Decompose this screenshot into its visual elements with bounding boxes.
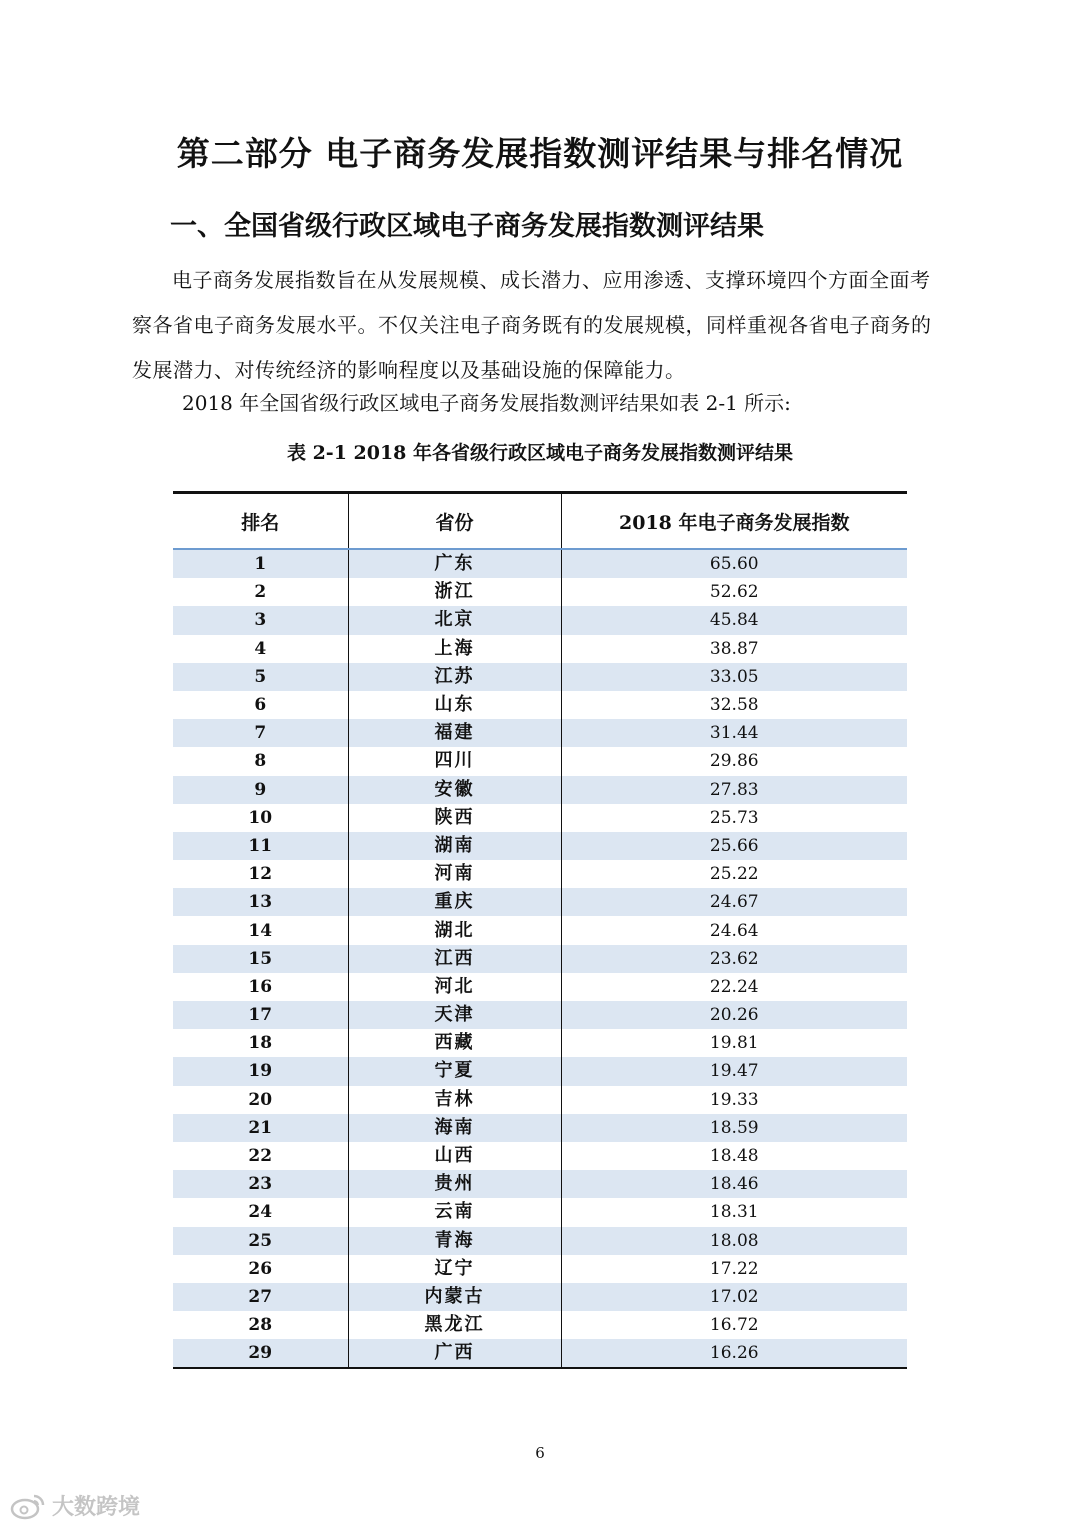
header-index: 2018 年电子商务发展指数 xyxy=(561,493,907,550)
table-row xyxy=(173,719,907,747)
index-value-cell: 31.44 xyxy=(561,719,907,747)
section-title: 一、全国省级行政区域电子商务发展指数测评结果 xyxy=(170,211,764,242)
province-cell: 江苏 xyxy=(348,663,561,691)
table-row xyxy=(173,832,907,860)
province-cell: 广西 xyxy=(348,1339,561,1368)
table-row xyxy=(173,1227,907,1255)
rank-cell: 6 xyxy=(173,691,348,719)
province-cell: 河南 xyxy=(348,860,561,888)
index-value-cell: 45.84 xyxy=(561,606,907,634)
index-value-cell: 17.22 xyxy=(561,1255,907,1283)
table-row xyxy=(173,1001,907,1029)
index-value-cell: 18.31 xyxy=(561,1198,907,1226)
index-value-cell: 20.26 xyxy=(561,1001,907,1029)
rank-cell: 1 xyxy=(173,549,348,578)
table-row xyxy=(173,635,907,663)
rank-cell: 22 xyxy=(173,1142,348,1170)
watermark xyxy=(10,1490,140,1521)
index-value-cell: 32.58 xyxy=(561,691,907,719)
rank-cell: 5 xyxy=(173,663,348,691)
province-cell: 浙江 xyxy=(348,578,561,606)
table-intro-paragraph: 2018 年全国省级行政区域电子商务发展指数测评结果如表 2-1 所示: xyxy=(182,391,791,415)
index-value-cell: 19.47 xyxy=(561,1057,907,1085)
table-row xyxy=(173,973,907,1001)
header-rank: 排名 xyxy=(173,493,348,550)
index-value-cell: 24.67 xyxy=(561,888,907,916)
province-cell: 安徽 xyxy=(348,776,561,804)
table-row xyxy=(173,804,907,832)
rank-cell: 17 xyxy=(173,1001,348,1029)
index-value-cell: 18.48 xyxy=(561,1142,907,1170)
index-value-cell: 18.08 xyxy=(561,1227,907,1255)
index-value-cell: 25.66 xyxy=(561,832,907,860)
index-value-cell: 17.02 xyxy=(561,1283,907,1311)
index-value-cell: 33.05 xyxy=(561,663,907,691)
index-value-cell: 22.24 xyxy=(561,973,907,1001)
rank-cell: 3 xyxy=(173,606,348,634)
province-cell: 吉林 xyxy=(348,1086,561,1114)
province-cell: 上海 xyxy=(348,635,561,663)
province-cell: 湖北 xyxy=(348,916,561,944)
table-row xyxy=(173,1170,907,1198)
table-row xyxy=(173,1311,907,1339)
index-value-cell: 16.72 xyxy=(561,1311,907,1339)
table-row xyxy=(173,916,907,944)
province-cell: 湖南 xyxy=(348,832,561,860)
index-value-cell: 24.64 xyxy=(561,916,907,944)
rank-cell: 28 xyxy=(173,1311,348,1339)
table-row xyxy=(173,1114,907,1142)
index-value-cell: 19.81 xyxy=(561,1029,907,1057)
table-row xyxy=(173,1029,907,1057)
intro-paragraph: 电子商务发展指数旨在从发展规模、成长潜力、应用渗透、支撑环境四个方面全面考察各省电子商务发展水平。不仅关注电子商务既有的发展规模，同样重视各省电子商务的发展潜力、对传统经济的影响程度以及基础设施的保障能力。 xyxy=(132,268,932,382)
rank-cell: 15 xyxy=(173,945,348,973)
table-row xyxy=(173,747,907,775)
table-row xyxy=(173,578,907,606)
index-value-cell: 52.62 xyxy=(561,578,907,606)
rank-cell: 23 xyxy=(173,1170,348,1198)
rank-cell: 2 xyxy=(173,578,348,606)
rank-cell: 13 xyxy=(173,888,348,916)
province-cell: 青海 xyxy=(348,1227,561,1255)
province-cell: 辽宁 xyxy=(348,1255,561,1283)
rank-cell: 24 xyxy=(173,1198,348,1226)
page-number: 6 xyxy=(535,1444,545,1462)
table-row xyxy=(173,1255,907,1283)
index-value-cell: 65.60 xyxy=(561,549,907,578)
table-row xyxy=(173,691,907,719)
index-value-cell: 16.26 xyxy=(561,1339,907,1368)
rank-cell: 26 xyxy=(173,1255,348,1283)
table-row xyxy=(173,888,907,916)
rank-cell: 11 xyxy=(173,832,348,860)
rank-cell: 25 xyxy=(173,1227,348,1255)
table-caption: 表 2-1 2018 年各省级行政区域电子商务发展指数测评结果 xyxy=(286,442,794,464)
index-value-cell: 25.73 xyxy=(561,804,907,832)
province-cell: 四川 xyxy=(348,747,561,775)
rank-cell: 12 xyxy=(173,860,348,888)
table-row xyxy=(173,1057,907,1085)
table-row xyxy=(173,1142,907,1170)
province-cell: 天津 xyxy=(348,1001,561,1029)
province-cell: 重庆 xyxy=(348,888,561,916)
table-header-row xyxy=(173,493,907,550)
part-title: 第二部分 电子商务发展指数测评结果与排名情况 xyxy=(176,134,904,173)
header-province: 省份 xyxy=(348,493,561,550)
rank-cell: 18 xyxy=(173,1029,348,1057)
rank-cell: 7 xyxy=(173,719,348,747)
province-cell: 陕西 xyxy=(348,804,561,832)
province-cell: 贵州 xyxy=(348,1170,561,1198)
ecommerce-index-table xyxy=(173,491,907,1369)
rank-cell: 8 xyxy=(173,747,348,775)
index-value-cell: 27.83 xyxy=(561,776,907,804)
table-row xyxy=(173,1198,907,1226)
watermark-text: 大数跨境 xyxy=(52,1495,141,1520)
table-row xyxy=(173,1339,907,1368)
province-cell: 黑龙江 xyxy=(348,1311,561,1339)
table-row xyxy=(173,1283,907,1311)
rank-cell: 20 xyxy=(173,1086,348,1114)
rank-cell: 10 xyxy=(173,804,348,832)
rank-cell: 4 xyxy=(173,635,348,663)
rank-cell: 14 xyxy=(173,916,348,944)
index-value-cell: 25.22 xyxy=(561,860,907,888)
table-row xyxy=(173,1086,907,1114)
province-cell: 福建 xyxy=(348,719,561,747)
province-cell: 宁夏 xyxy=(348,1057,561,1085)
province-cell: 云南 xyxy=(348,1198,561,1226)
index-value-cell: 18.59 xyxy=(561,1114,907,1142)
table-row xyxy=(173,606,907,634)
table-body xyxy=(173,549,907,1368)
index-value-cell: 18.46 xyxy=(561,1170,907,1198)
province-cell: 西藏 xyxy=(348,1029,561,1057)
province-cell: 河北 xyxy=(348,973,561,1001)
table-row xyxy=(173,860,907,888)
table-row xyxy=(173,549,907,578)
province-cell: 江西 xyxy=(348,945,561,973)
province-cell: 内蒙古 xyxy=(348,1283,561,1311)
weibo-style-logo-icon xyxy=(10,1492,46,1520)
province-cell: 海南 xyxy=(348,1114,561,1142)
table-row xyxy=(173,776,907,804)
index-value-cell: 38.87 xyxy=(561,635,907,663)
index-value-cell: 29.86 xyxy=(561,747,907,775)
rank-cell: 29 xyxy=(173,1339,348,1368)
rank-cell: 27 xyxy=(173,1283,348,1311)
index-value-cell: 23.62 xyxy=(561,945,907,973)
table-row xyxy=(173,945,907,973)
province-cell: 北京 xyxy=(348,606,561,634)
rank-cell: 21 xyxy=(173,1114,348,1142)
province-cell: 广东 xyxy=(348,549,561,578)
province-cell: 山东 xyxy=(348,691,561,719)
index-value-cell: 19.33 xyxy=(561,1086,907,1114)
table-row xyxy=(173,663,907,691)
province-cell: 山西 xyxy=(348,1142,561,1170)
rank-cell: 16 xyxy=(173,973,348,1001)
rank-cell: 9 xyxy=(173,776,348,804)
rank-cell: 19 xyxy=(173,1057,348,1085)
